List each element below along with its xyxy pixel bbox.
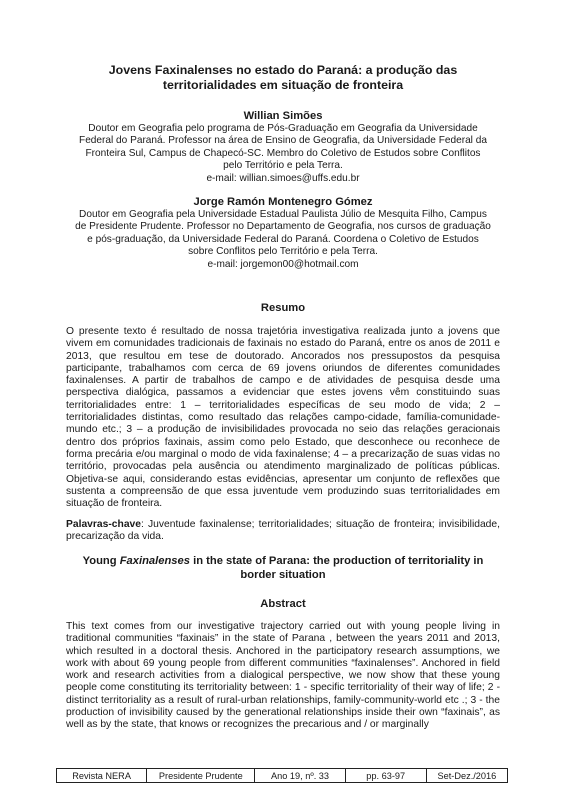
abstract-heading: Abstract	[260, 598, 306, 610]
author-email: e-mail: willian.simoes@uffs.edu.br	[206, 172, 360, 184]
resumo-heading: Resumo	[260, 302, 306, 314]
author-affiliation-line: Fronteira Sul, Campus de Chapecó-SC. Membro do Coletivo de Estudos sobre Conflitos	[85, 147, 481, 159]
author-block-1	[66, 109, 500, 185]
footer-issue: Ano 19, nº. 33	[255, 769, 345, 783]
author-email: e-mail: jorgemon00@hotmail.com	[207, 258, 359, 270]
footer-date: Set-Dez./2016	[426, 769, 507, 783]
journal-footer	[56, 768, 508, 783]
author-affiliation-line: de Presidente Prudente. Professor no Departamento de Geografia, nos cursos de graduação	[75, 221, 491, 233]
paper-title	[70, 63, 496, 93]
footer-pages: pp. 63-97	[345, 769, 426, 783]
keywords	[66, 519, 500, 544]
abstract-text: This text comes from our investigative trajectory carried out with young people living in traditional communities “faxinais” in the state of Parana , between the years 2011 and 2013, which resulted in a doctoral thesis. Anchored in the participatory research assumptions, we work with about 69 young people from different communities “faxinalenses”. Anchored in field work and research activities from a dialogical perspective, we now show that these young people come constituting its territoriality between: 1 - specific territoriality of their way of life; 2 - distinct territoriality as a result of rural-urban relationships, family-community-world etc .; 3 - the production of invisibility caused by the generational relationships inside their own “faxinais”, as well as by the state, that knows or recognizes the precarious and / or marginally	[66, 621, 500, 730]
author-affiliation-line: Federal do Paraná. Professor na área de Ensino de Geografia, da Universidade Federal da	[79, 135, 487, 147]
english-title-part: Young	[82, 555, 120, 567]
resumo-text: O presente texto é resultado de nossa trajetória investigativa realizada junto a jovens que vivem em comunidades tradicionais de faxinais no estado do Paraná, entre os anos de 2011 e 2013, que resultou em tese de doutorado. Ancorados nos pressupostos da pesquisa participante, trabalhamos com cerca de 69 jovens oriundos de diferentes comunidades faxinalenses. A partir de trabalhos de campo e de atividades de pesquisa desde uma perspectiva dialógica, passamos a evidenciar que estes jovens vêm constituindo suas territorialidades entre: 1 – territorialidades específicas de seu modo de vida; 2 – territorialidades distintas, como resultado das relações campo-cidade, família-comunidade-mundo etc.; 3 – a produção de invisibilidades provocada no seio das relações geracionais dentro dos próprios faxinais, assim como pelo Estado, que desconhece ou reconhece de forma precária e/ou marginal o modo de vida faxinalense; 4 – a precarização de suas vidas no território, provocadas pela ausência ou atendimento marginalizado de políticas públicas. Objetiva-se aqui, considerando estas evidências, apresentar um conjunto de reflexões que sustenta a compreensão de que essa juventude vem produzindo suas territorialidades em situação de fronteira.	[66, 326, 500, 510]
author-name: Willian Simões	[243, 110, 323, 122]
paper-title-line-2: territorialidades em situação de fronteira	[162, 78, 404, 92]
paper-title-line-1: Jovens Faxinalenses no estado do Paraná: a produção das	[108, 63, 458, 77]
author-affiliation-line: e pós-graduação, da Universidade Federal do Paraná. Coordena o Coletivo de Estudos	[87, 233, 479, 245]
keywords-label: Palavras-chave	[66, 519, 141, 530]
author-block-2	[66, 195, 500, 271]
author-name: Jorge Ramón Montenegro Gómez	[193, 196, 373, 208]
author-affiliation-line: Doutor em Geografia pelo programa de Pós-Graduação em Geografia da Universidade	[88, 123, 478, 134]
footer-journal: Revista NERA	[57, 769, 147, 783]
english-title	[76, 555, 490, 582]
author-affiliation-line: pelo Território e pela Terra.	[223, 160, 343, 172]
author-affiliation-line: Doutor em Geografia pela Universidade Estadual Paulista Júlio de Mesquita Filho, Campus	[79, 209, 487, 220]
english-title-part: in the state of Parana: the production of territoriality in border situation	[189, 555, 484, 581]
english-title-italic: Faxinalenses	[119, 555, 190, 567]
footer-city: Presidente Prudente	[147, 769, 255, 783]
keywords-text: : Juventude faxinalense; territorialidades; situação de fronteira; invisibilidade, precarização da vida.	[66, 519, 500, 543]
author-affiliation-line: sobre Conflitos pelo Território e pela Terra.	[188, 246, 378, 258]
footer-row	[57, 769, 508, 783]
